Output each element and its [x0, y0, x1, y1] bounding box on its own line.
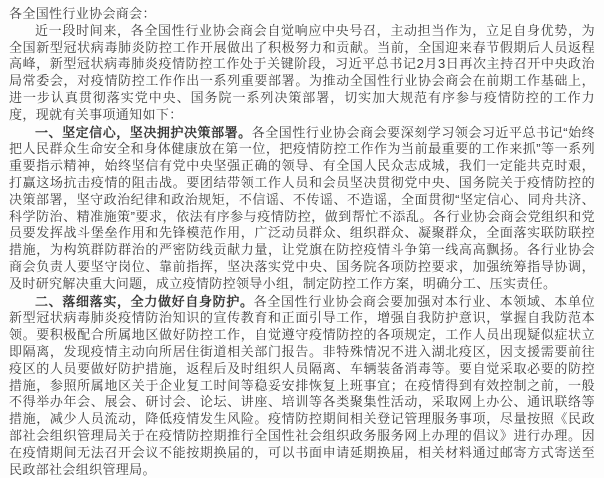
section-1-heading: 一、坚定信心，坚决拥护决策部署。	[35, 124, 252, 140]
section-1-text: 各全国性行业协会商会要深刻学习领会习近平总书记“始终把人民群众生命安全和身体健康放在第一位，把疫情防控工作作为当前最重要的工作来抓”等一系列重要指示精神，始终坚信有党中央坚强正确的领导、有全国人民众志成城，我们一定能共克时艰，打赢这场抗击疫情的阻击战。要团结带领工作人员和会员坚决贯彻党中央、国务院关于疫情防控的决策部署，坚守政治纪律和政治规矩，不信谣、不传谣、不造谣，全面贯彻“坚定信心、同舟共济、科学防治、精准施策”要求，依法有序参与疫情防控，做到帮忙不添乱。各行业协会商会党组织和党员要发挥战斗堡垒作用和先锋模范作用，广泛动员群众、组织群众、凝聚群众，全面落实联防联控措施，为构筑群防群治的严密防线贡献力量，让党旗在防控疫情斗争第一线高高飘扬。各行业协会商会负责人要坚守岗位、靠前指挥，坚决落实党中央、国务院各项防控要求，加强统筹指导协调，及时研究解决重大问题，成立疫情防控领导小组，制定防控工作方案，明确分工、压实责任。	[9, 124, 595, 291]
section-2-text: 各全国性行业协会商会要加强对本行业、本领域、本单位新型冠状病毒肺炎疫情防治知识的宣传教育和正面引导工作，增强自我防护意识，掌握自我防范本领。要积极配合所属地区做好防控工作，自觉遵守疫情防控的各项规定，工作人员出现疑似症状立即隔离，发现疫情主动向所居住街道相关部门报告。非特殊情况不进入湖北疫区，因支援需要前往疫区的人员要做好防护措施，返程后及时组织人员隔离、车辆装备消毒等。要自觉采取必要的防控措施，参照所属地区关于企业复工时间等稳妥安排恢复上班事宜；在疫情得到有效控制之前，一般不得举办年会、展会、研讨会、论坛、讲座、培训等各类聚集性活动，采取网上办公、通讯联络等措施，减少人员流动，降低疫情发生风险。疫情防控期间相关登记管理服务事项，尽量按照《民政部社会组织管理局关于在疫情防控期推行全国性社会组织政务服务网上办理的倡议》进行办理。因在疫情期间无法召开会议不能按期换届的，可以书面申请延期换届，相关材料通过邮寄方式寄送至民政部社会组织管理局。	[9, 293, 595, 477]
notice-section-2	[9, 294, 595, 478]
notice-intro-paragraph	[9, 23, 595, 124]
section-2-heading: 二、落细落实，全力做好自身防护。	[35, 293, 254, 309]
notice-salutation: 各全国性行业协会商会：	[9, 6, 156, 21]
notice-intro-text: 近一段时间来，各全国性行业协会商会自觉响应中央号召，主动担当作为，立足自身优势，为全国新型冠状病毒肺炎防控工作开展做出了积极努力和贡献。当前，全国迎来春节假期后人员返程高峰，新型冠状病毒肺炎疫情防控工作处于关键阶段，习近平总书记2月3日再次主持召开中央政治局常委会，对疫情防控工作作出一系列重要部署。为推动全国性行业协会商会在前期工作基础上，进一步认真贯彻落实党中央、国务院一系列决策部署，切实加大规范有序参与疫情防控的工作力度，现就有关事项通知如下：	[9, 22, 595, 122]
notice-section-1	[9, 125, 595, 293]
